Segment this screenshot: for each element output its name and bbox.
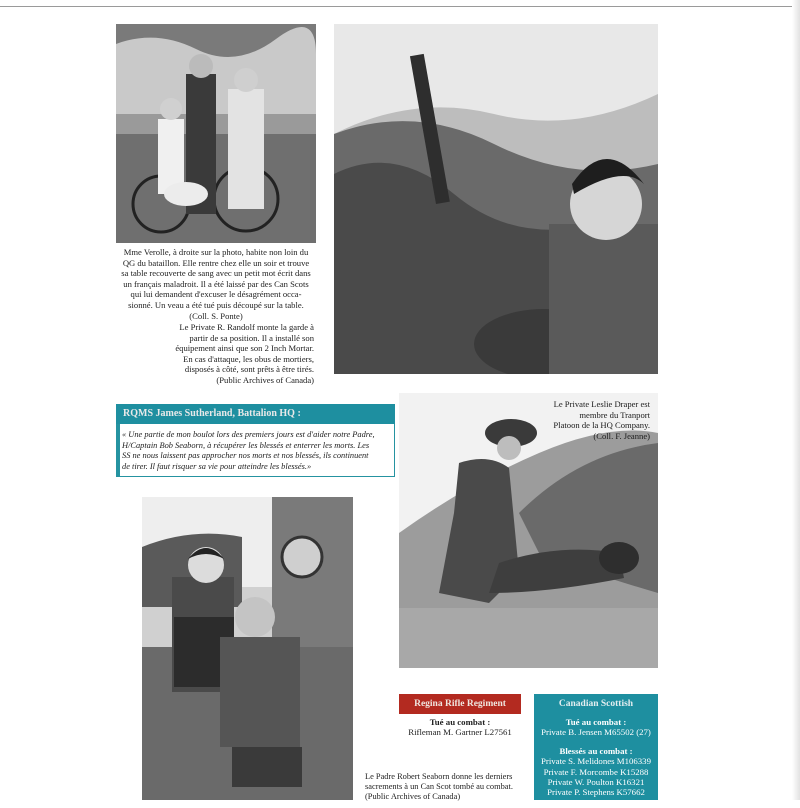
caption-line: un français maladroit. Il a été laissé par des Can Scots — [123, 278, 309, 289]
caption-credit: (Coll. S. Ponte) — [189, 310, 243, 321]
canscot-heading: Canadian Scottish — [558, 699, 634, 709]
caption-line: sionné. Un veau a été tué puis découpé sur la table. — [128, 299, 304, 310]
killed-label: Tué au combat : — [565, 717, 627, 727]
wounded-name: Private W. Poulton K16321 — [547, 777, 645, 788]
caption-line: Le Padre Robert Seaborn donne les derniers — [365, 772, 513, 781]
caption-line: Platoon de la HQ Company. — [553, 420, 650, 431]
killed-name: Private B. Jensen M65502 (27) — [541, 727, 651, 738]
caption-line: qui lui demandent d'excuser le désagrément occa- — [130, 289, 302, 300]
quote-line: SS ne nous laissent pas approcher nos morts et nos blessés, ils continuent — [122, 451, 369, 460]
quote-line: « Une partie de mon boulot lors des premiers jours est d'aider notre Padre, — [122, 430, 375, 439]
caption-randolf — [116, 322, 314, 386]
caption-credit: (Public Archives of Canada) — [365, 792, 461, 801]
quote-line: H/Captain Bob Seaborn, à récupérer les blessés et enterrer les morts. Les — [122, 440, 370, 450]
caption-line: sa table recouverte de sang avec un petit mot écrit dans — [121, 268, 311, 279]
photo-verolle-family — [116, 24, 316, 243]
photo-randolf-trench — [334, 24, 658, 374]
caption-draper — [499, 399, 650, 441]
wounded-name: Private P. Stephens K57662 — [547, 787, 645, 798]
quote-text — [122, 430, 388, 472]
killed-name: Rifleman M. Gartner L27561 — [408, 727, 512, 738]
wounded-name: Private L. Tremlay K60019 — [547, 797, 645, 808]
page-edge-shadow — [792, 0, 800, 800]
wounded-label: Blessés au combat : — [559, 745, 633, 756]
caption-verolle — [116, 247, 316, 321]
regina-heading: Regina Rifle Regiment — [399, 694, 521, 714]
caption-line: membre du Tranport — [579, 409, 650, 420]
canscot-body — [534, 717, 658, 808]
caption-credit: (Coll. F. Jeanne) — [593, 430, 650, 441]
regina-body — [399, 717, 521, 738]
caption-line: QG du bataillon. Elle rentre chez elle un soir et trouve — [122, 257, 310, 268]
caption-line: Le Private R. Randolf monte la garde à — [179, 322, 314, 332]
wounded-name: Private F. Morcombe K15288 — [543, 766, 649, 777]
quote-heading: RQMS James Sutherland, Battalion HQ : — [116, 404, 395, 424]
caption-line: En cas d'attaque, les obus de mortiers, — [183, 353, 314, 364]
quote-line: de tirer. Il faut risquer sa vie pour atteindre les blessés.» — [122, 461, 312, 471]
caption-line: partir de sa position. Il a installé son — [189, 332, 314, 343]
caption-line: Mme Verolle, à droite sur la photo, habite non loin du — [123, 247, 309, 257]
caption-line: disposés à côté, sont prêts à être tirés. — [184, 364, 314, 375]
wounded-name: Private S. Melidones M106339 — [541, 756, 651, 767]
caption-line: sacrements à un Can Scot tombé au combat. — [365, 782, 513, 791]
photo-seaborn — [142, 497, 353, 800]
photo-draper — [399, 393, 658, 668]
caption-line: équipement ainsi que son 2 Inch Mortar. — [175, 343, 314, 354]
killed-label: Tué au combat : — [429, 717, 491, 727]
top-rule — [0, 6, 800, 7]
caption-line: Le Private Leslie Draper est — [553, 399, 650, 409]
caption-credit: (Public Archives of Canada) — [216, 374, 314, 385]
